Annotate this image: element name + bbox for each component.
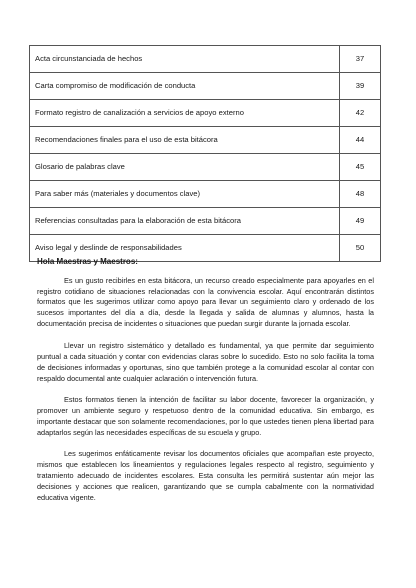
table-row xyxy=(30,127,381,154)
toc-entry-title: Referencias consultadas para la elaboración de esta bitácora xyxy=(30,208,340,235)
toc-entry-page: 48 xyxy=(340,181,381,208)
toc-entry-title: Recomendaciones finales para el uso de esta bitácora xyxy=(30,127,340,154)
toc-entry-page: 44 xyxy=(340,127,381,154)
toc-entry-title: Para saber más (materiales y documentos clave) xyxy=(30,181,340,208)
table-of-contents xyxy=(29,45,381,262)
toc-entry-title: Formato registro de canalización a servicios de apoyo externo xyxy=(30,100,340,127)
table-row xyxy=(30,208,381,235)
toc-entry-page: 49 xyxy=(340,208,381,235)
table-row xyxy=(30,46,381,73)
letter-paragraph: Estos formatos tienen la intención de facilitar su labor docente, favorecer la organización, y promover un ambiente seguro y respetuoso dentro de la comunidad educativa. Sin embargo, es importante destacar que son solamente recomendaciones, por lo que ustedes tienen plena libertad para adaptarlos según las necesidades específicas de su escuela y grupo. xyxy=(37,395,374,437)
toc-entry-page: 50 xyxy=(340,235,381,262)
letter-paragraph: Les sugerimos enfáticamente revisar los documentos oficiales que acompañan este proyecto, mismos que establecen los lineamientos y regulaciones legales respecto al registro, seguimiento y tratamiento adecuado de incidentes escolares. Esta consulta les permitirá sustentar aún mejor las decisiones y acciones que realicen, garantizando que se cumpla cabalmente con la normatividad educativa vigente. xyxy=(37,449,374,503)
toc-entry-page: 37 xyxy=(340,46,381,73)
letter-paragraph: Llevar un registro sistemático y detallado es fundamental, ya que permite dar seguimiento puntual a cada situación y contar con evidencias claras sobre lo sucedido. Esto no solo facilita la toma de decisiones informadas y oportunas, sino que también protege a la comunidad escolar al contar con respaldo documental ante cualquier aclaración o intervención futura. xyxy=(37,340,374,383)
toc-entry-title: Carta compromiso de modificación de conducta xyxy=(30,73,340,100)
toc-entry-page: 42 xyxy=(340,100,381,127)
table-row xyxy=(30,154,381,181)
letter-greeting: Hola Maestras y Maestros: xyxy=(37,257,138,266)
letter-paragraph: Es un gusto recibirles en esta bitácora, un recurso creado especialmente para apoyarles en el registro cotidiano de situaciones relacionadas con la convivencia escolar. Aquí encontrarán distintos formatos que les sugerimos utilizar como apoyo para llevar un seguimiento claro y ordenado de los sucesos importantes del día a día, desde la llegada y salida de alumnas y alumnos, hasta la documentación precisa de incidentes o situaciones que puedan surgir durante la jornada escolar. xyxy=(37,275,374,329)
toc-entry-page: 45 xyxy=(340,154,381,181)
table-row xyxy=(30,100,381,127)
toc-entry-title: Aviso legal y deslinde de responsabilidades xyxy=(30,235,340,262)
toc-entry-title: Acta circunstanciada de hechos xyxy=(30,46,340,73)
toc-entry-page: 39 xyxy=(340,73,381,100)
table-row xyxy=(30,181,381,208)
table-row xyxy=(30,73,381,100)
welcome-letter xyxy=(37,257,374,514)
toc-entry-title: Glosario de palabras clave xyxy=(30,154,340,181)
